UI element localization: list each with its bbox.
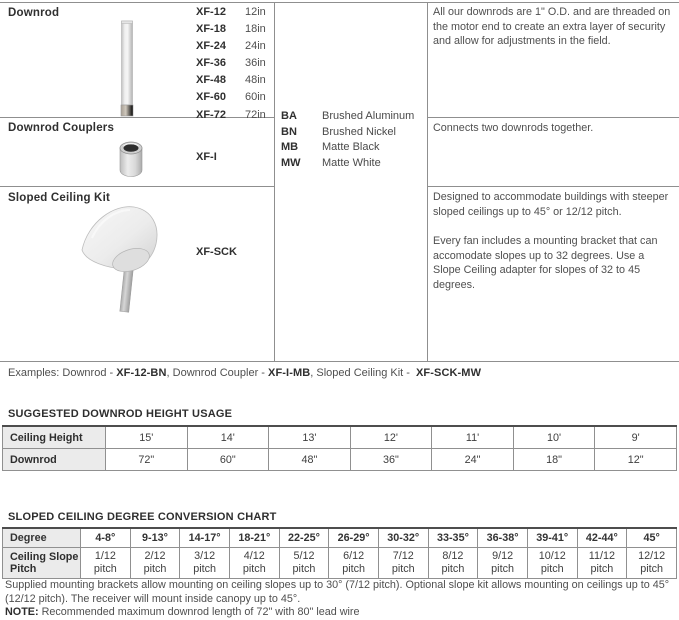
downrod-note <box>5 605 677 619</box>
model-code: XF-12 <box>196 6 226 18</box>
mounting-note: Supplied mounting brackets allow mounting on ceiling slopes up to 30° (7/12 pitch). Optional slope kit allows mounting on ceilings up to 45° (12/12 pitch). The receiver will mount inside canopy up to 45°. <box>5 579 670 606</box>
finish-row <box>281 110 414 126</box>
pitch-unit: pitch <box>143 563 167 575</box>
degree-cell: 22-25° <box>279 528 329 548</box>
model-length: 36in <box>245 57 266 70</box>
pitch-unit: pitch <box>441 563 465 575</box>
height-usage-title: SUGGESTED DOWNROD HEIGHT USAGE <box>8 408 233 420</box>
pitch-value: 4/12 <box>243 550 265 562</box>
model-row <box>196 57 266 74</box>
pitch-value: 10/12 <box>538 550 566 562</box>
examples-mid2: , Sloped Ceiling Kit - <box>310 367 413 379</box>
degree-cell: 36-38° <box>478 528 528 548</box>
downrod-image <box>112 20 142 118</box>
downrod-model-list <box>196 6 266 126</box>
degree-cell: 39-41° <box>527 528 577 548</box>
downrod-description: All our downrods are 1" O.D. and are threaded on the motor end to create an extra layer of security and allow for adjustments in the field. <box>433 6 671 48</box>
top-border-line <box>0 2 679 3</box>
degree-cell: 30-32° <box>378 528 428 548</box>
degree-cell: 42-44° <box>577 528 627 548</box>
example-kit-code: XF-SCK-MW <box>416 367 482 379</box>
row-divider-2-left <box>0 186 274 187</box>
pitch-unit: pitch <box>590 563 614 575</box>
pitch-unit: pitch <box>93 563 117 575</box>
finish-row <box>281 141 414 157</box>
model-row <box>196 109 266 126</box>
coupler-model-code: XF-I <box>196 151 217 163</box>
pitch-unit: pitch <box>540 563 564 575</box>
sloped-ceiling-kit-image <box>78 200 178 318</box>
example-coupler-code: XF-I-MB <box>268 367 311 379</box>
degree-cell: 33-35° <box>428 528 478 548</box>
pitch-cell <box>329 548 379 579</box>
pitch-unit: pitch <box>640 563 664 575</box>
pitch-cell <box>81 548 131 579</box>
degree-cell: 4-8° <box>81 528 131 548</box>
coupler-image <box>113 139 149 181</box>
finish-name: Brushed Nickel <box>322 125 396 138</box>
pitch-cell <box>428 548 478 579</box>
pitch-value: 7/12 <box>392 550 414 562</box>
pitch-cell <box>478 548 528 579</box>
examples-prefix: Examples: Downrod - <box>8 367 117 379</box>
pitch-value: 6/12 <box>343 550 365 562</box>
model-code: XF-18 <box>196 23 226 36</box>
pitch-cell <box>130 548 180 579</box>
pitch-unit: pitch <box>242 563 266 575</box>
model-length: 72in <box>245 108 266 121</box>
pitch-unit: pitch <box>391 563 415 575</box>
ceiling-height-cell: 9' <box>595 426 677 449</box>
row-header-ceiling-height: Ceiling Height <box>3 426 106 449</box>
slope-conversion-table <box>2 527 677 579</box>
pitch-value: 2/12 <box>144 550 166 562</box>
ceiling-height-cell: 12' <box>350 426 432 449</box>
model-row <box>196 74 266 91</box>
pitch-cell <box>378 548 428 579</box>
model-code: XF-24 <box>196 40 226 53</box>
row-header-ceiling-slope-pitch: Ceiling Slope Pitch <box>3 548 81 579</box>
sloped-kit-description <box>433 190 673 293</box>
model-code: XF-48 <box>196 74 226 87</box>
model-code: XF-60 <box>196 91 226 104</box>
downrod-length-cell: 18" <box>513 449 595 471</box>
sloped-kit-description-p1: Designed to accommodate buildings with steeper sloped ceilings up to 45° or 12/12 pitch. <box>433 191 669 218</box>
examples-mid1: , Downrod Coupler - <box>166 367 269 379</box>
pitch-value: 12/12 <box>638 550 666 562</box>
row-divider-2-right <box>427 186 679 187</box>
degree-cell: 9-13° <box>130 528 180 548</box>
finish-name: Brushed Aluminum <box>322 110 415 122</box>
pitch-unit: pitch <box>342 563 366 575</box>
finish-name: Matte Black <box>322 141 380 154</box>
row-header-downrod: Downrod <box>3 449 106 471</box>
finish-code: BA <box>281 110 297 122</box>
example-downrod-code: XF-12-BN <box>116 367 167 379</box>
row-divider-1-right <box>427 117 679 118</box>
pitch-cell <box>577 548 627 579</box>
ceiling-height-cell: 10' <box>513 426 595 449</box>
model-code: XF-72 <box>196 108 226 121</box>
degree-cell: 18-21° <box>229 528 279 548</box>
ceiling-height-cell: 14' <box>187 426 269 449</box>
finish-row <box>281 126 414 142</box>
table-row <box>3 426 677 449</box>
table-row <box>3 528 677 548</box>
ceiling-height-cell: 15' <box>106 426 188 449</box>
table-row <box>3 449 677 471</box>
couplers-section-title: Downrod Couplers <box>8 122 115 134</box>
pitch-value: 8/12 <box>442 550 464 562</box>
note-text: Recommended maximum downrod length of 72" with 80" lead wire <box>38 606 360 618</box>
column-divider-2 <box>427 2 428 361</box>
note-label: NOTE: <box>5 606 39 618</box>
degree-cell: 14-17° <box>180 528 230 548</box>
downrod-length-cell: 48" <box>269 449 351 471</box>
pitch-cell <box>527 548 577 579</box>
model-length: 60in <box>245 91 266 104</box>
table-row <box>3 548 677 579</box>
model-row <box>196 6 266 23</box>
pitch-cell <box>627 548 677 579</box>
model-length: 12in <box>245 6 266 18</box>
column-divider-1 <box>274 2 275 361</box>
pitch-value: 3/12 <box>194 550 216 562</box>
row-header-degree: Degree <box>3 528 81 548</box>
model-length: 18in <box>245 23 266 36</box>
pitch-cell <box>279 548 329 579</box>
finish-code: BN <box>281 125 297 138</box>
downrod-length-cell: 60" <box>187 449 269 471</box>
pitch-value: 11/12 <box>588 550 615 562</box>
model-length: 24in <box>245 40 266 53</box>
slope-chart-title: SLOPED CEILING DEGREE CONVERSION CHART <box>8 511 277 523</box>
downrod-length-cell: 72" <box>106 449 188 471</box>
model-length: 48in <box>245 74 266 87</box>
finish-code-list <box>281 110 414 173</box>
degree-cell: 45° <box>627 528 677 548</box>
finish-name: Matte White <box>322 157 381 170</box>
downrod-length-cell: 36" <box>350 449 432 471</box>
examples-line <box>8 367 481 379</box>
finish-row <box>281 157 414 173</box>
downrod-section-title: Downrod <box>8 7 60 19</box>
height-usage-table <box>2 425 677 471</box>
pitch-cell <box>229 548 279 579</box>
model-row <box>196 91 266 108</box>
pitch-unit: pitch <box>491 563 514 575</box>
top-section-bottom-line <box>0 361 679 362</box>
pitch-unit: pitch <box>193 563 217 575</box>
sloped-kit-section-title: Sloped Ceiling Kit <box>8 192 110 204</box>
downrod-length-cell: 24" <box>432 449 514 471</box>
model-code: XF-36 <box>196 57 226 70</box>
ceiling-height-cell: 13' <box>269 426 351 449</box>
pitch-value: 9/12 <box>492 550 514 562</box>
ceiling-height-cell: 11' <box>432 426 514 449</box>
degree-cell: 26-29° <box>329 528 379 548</box>
pitch-value: 5/12 <box>293 550 315 562</box>
pitch-cell <box>180 548 230 579</box>
sloped-kit-description-p2: Every fan includes a mounting bracket that can accomodate slopes up to 32 degrees. Use a Slope Ceiling adapter for slopes of 32 to 45 degrees. <box>433 235 658 291</box>
model-row <box>196 40 266 57</box>
coupler-description: Connects two downrods together. <box>433 122 594 134</box>
pitch-value: 1/12 <box>94 550 116 562</box>
finish-code: MB <box>281 141 299 154</box>
downrod-length-cell: 12" <box>595 449 677 471</box>
finish-code: MW <box>281 157 301 170</box>
sloped-kit-model-code: XF-SCK <box>196 246 237 258</box>
model-row <box>196 23 266 40</box>
pitch-unit: pitch <box>292 563 316 575</box>
